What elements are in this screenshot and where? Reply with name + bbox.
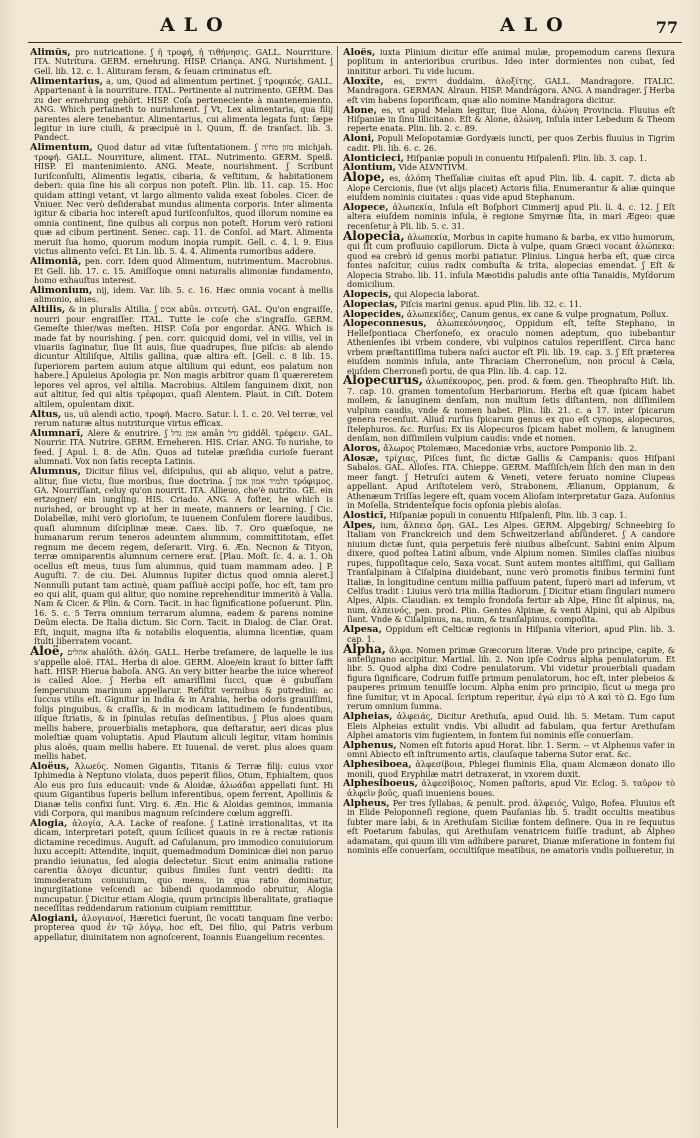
entry-headword: Aloxĭte, bbox=[343, 75, 384, 87]
dictionary-entry bbox=[30, 305, 333, 409]
entry-headword: Alphesiboea, bbox=[343, 759, 412, 771]
entry-headword: Alosæ, bbox=[343, 452, 379, 464]
entry-definition: Hiſpaniæ populi in conuentu Hiſpalenſi. Plin. lib. 3. cap. 1. bbox=[406, 152, 647, 163]
entry-definition: ἀλογία, A.A. Lacke of reaſone. ʃ Latinè irrationalitas, vt ita dicam, interpretari poteſt, quum ſcilicet quauis in re à rectæ rationis dictamine recedimus. Auguſt. ad Caſulanum, pro immodico conuiuiorum luxu accepit: Attendite, inquit, quemadmodum Dominicæ diei non paruo prandio ieiunatus, ſed alogia delectetur. Sicut enim animalia ratione carentia ἄλογα dicuntur, quibus ſimiles ſunt ventri dediti: ita immoderatum conuiuium, quo mens, in qua ratio dominatur, ingurgitatione veſcendi ac bibendi quodammodo obruitur, Alogia nuncupatur. ʃ Dicitur etiam Alogia, quum principis liberalitate, gratiaque neceſſitas reddendarum rationum cuipiam remittitur. bbox=[34, 818, 333, 914]
entry-definition: ἀλογιανοί, Hæretici fuerunt, ſic vocati tanquam ſine verbo: propterea quod ἐν τῷ λόγῳ, hoc eſt, Dei filio, qui Patris verbum appellatur, diuinitatem non agnoſcerent, Ioannis Euangelium recentes. bbox=[34, 912, 333, 942]
entry-definition: es, דודאים duddaim. ἀλοξίτης. GALL. Mandragore. ITALIC. Mandragora. GERMAN. Alraun. HISP. Mandrágora. ANG. A mandrager. ʃ Herba eſt vim habens ſoporificam, quæ alio nomine Mandragora dicitur. bbox=[347, 75, 675, 105]
entry-headword: Alphesiboeus, bbox=[343, 778, 418, 790]
running-head-right: ALO bbox=[500, 14, 572, 36]
entry-headword: Alogiani, bbox=[30, 912, 79, 924]
entry-definition: Vide ALVNTIVM. bbox=[398, 162, 468, 173]
running-head-left: ALO bbox=[160, 14, 232, 36]
entry-headword: Alimoniă, bbox=[30, 256, 82, 268]
entry-headword: Aloni, bbox=[343, 133, 375, 145]
entry-headword: Alimentarius, bbox=[30, 75, 104, 87]
dictionary-entry bbox=[343, 373, 675, 444]
dictionary-entry bbox=[343, 454, 675, 511]
entry-definition: ἀλωπεκίδες, Canum genus, ex cane & vulpe prognatum, Pollux. bbox=[406, 308, 669, 319]
entry-definition: us, uũ alendi actio, τροφή. Macro. Satur. l. 1. c. 20. Vel terræ, vel rerum naturæ altus nutriturque virtus efficax. bbox=[34, 408, 333, 429]
entry-definition: nij, idem. Var. lib. 5. c. 16. Hæc omnia vocant à mellis alimonio, alues. bbox=[34, 284, 333, 305]
entry-headword: Alimŭs, bbox=[30, 48, 71, 58]
entry-definition: ἀλωπέκουρος, pen. prod. & fœm. gen. Theophraſto Hiſt. lib. 7. cap. 10. gramen tomentoſum Herbariorum. Herba eſt quæ ſpicam habet mollem, & lanuginem denſam, non multum ſetis diſtantem, non diſſimilem vulpium caudis, vnde & nomen habet. Plin. lib. 21. c. a 17. inter ſpicarum genera recenſuit. Aliud rurſus ſpicarum genus ex quo eſt cynops, alopecuros, ſtelephuros. &c. Rurſus: Ex iis Alopecuros ſpicam habet mollem, & lanuginem denſam, non diſſimilem vulpium caudis: vnde et nomen. bbox=[347, 376, 675, 444]
entry-headword: Alpesa, bbox=[343, 624, 382, 636]
entry-headword: Alopecia, bbox=[343, 228, 405, 243]
entry-definition: ἀλωπεκία, Morbus in capite humano & barba, ex vitio humorum, qui ſit cum profluuio capillorum. Dicta à vulpe, quam Græci vocant ἀλώπεκα: quod ea crebrò id genus morbi patiatur. Plinius. Lingua herba eſt, quæ circa fontes naſcitur, cuius radix combuſta & trita, alopecias emendat. ʃ Eſt & Alopecia Strabo. lib. 11. inſula Mæotidis paludis ante oſtia Tanaidis, Myſdorum domicilium. bbox=[347, 231, 675, 289]
dictionary-entry bbox=[343, 641, 675, 712]
dictionary-entry bbox=[343, 134, 675, 153]
entry-headword: Aloë, bbox=[30, 644, 64, 659]
page-header bbox=[30, 14, 680, 40]
entry-definition: אהלים ahalōth. ἀλόη. GALL. Herbe treſamere, de laquelle le ius s'appelle aloë. ITAL. Herba di aloe. GERM. Aloe/ein kraut ſo bitter ſafft hatt. HISP. Hierua baboſa. ANG. An very bitter hearbe the iuice whereof is called Aloe. ʃ Herba eſt amariſſimi ſucci, quæ è gubuſſam ſemperuiuum marinum appellarur. Refiſtit vermibus & putredini: ac ſuccus vtilis eſt. Gignitur in India & in Arabia, herba odoris grauiſſimi, folijs pinguibus, & craſſis, & in modicam latitudinem ſe fundentibus, iiſque ſtriatis, & in ſpinulas retuſas deſinentibus. ʃ Plus aloes quam mellis habere, prouerbialis metaphora, qua deſtaratur, aeri dicas plus moleſtiæ quam voluptatis. Apud Plautum aliculi legitur, vitam hominis plus aloës, quam mellis habere. Et Iuuenal. de veret. plus aloes quam mellis habet. bbox=[34, 647, 333, 762]
dictionary-entry bbox=[343, 625, 675, 644]
dictionary-entry bbox=[30, 762, 333, 819]
entry-definition: qui Alopecia laborat. bbox=[394, 288, 480, 299]
page-number: 77 bbox=[655, 18, 678, 37]
entry-headword: Alopecides, bbox=[343, 308, 405, 320]
entry-headword: Alopeconnesus, bbox=[343, 318, 427, 330]
entry-headword: Altus, bbox=[30, 408, 62, 420]
entry-headword: Alpheias, bbox=[343, 711, 393, 723]
entry-definition: iuxta Plinium dicitur eſſe animal mulæ, propemodum carens ſlexura poplitum in anterioribus cruribus. Ideo inter dormientes non cubat, ſed innititur arbori. Tu vide lucum. bbox=[347, 48, 675, 76]
dictionary-entry bbox=[343, 106, 675, 134]
entry-headword: Aloës, bbox=[343, 48, 376, 58]
entry-headword: Alopecis, bbox=[343, 288, 392, 300]
dictionary-entry bbox=[30, 143, 333, 256]
dictionary-entry bbox=[343, 319, 675, 376]
entry-headword: Altilis, bbox=[30, 304, 66, 316]
entry-definition: ἀλφεσίβοιος, Nomen paſtoris, apud Vir. Eclog. 5. ταῦρον τὸ ἀλφεῖν βοῦς, quaſi inueniens boues. bbox=[347, 778, 675, 798]
column-divider bbox=[337, 46, 338, 1128]
entry-headword: Alonticieci, bbox=[343, 152, 404, 164]
dictionary-entry bbox=[343, 712, 675, 740]
entry-headword: Alopecurus, bbox=[343, 373, 423, 388]
entry-definition: ἀλωπεκία, Inſula eſt Boſphori Cimmerij apud Pli. li. 4. c. 12. ʃ Eſt altera eiuſdem nominis inſula, è regione Smyrnæ ſita, in mari Ægeo: quæ recenſetur à Pli. lib. 5. c. 31. bbox=[347, 201, 675, 231]
entry-definition: pen. corr. Idem quod Alimentum, nutrimentum. Macrobius. Et Gell. lib. 17. c. 15. Amiſſoque omni naturalis alimoniæ fundamento, homo exhauſtus interest. bbox=[34, 256, 333, 286]
dictionary-entry bbox=[343, 77, 675, 105]
dictionary-entry bbox=[343, 170, 675, 203]
entry-definition: ium, ἄλπεια ὄρη. GAL. Les Alpes. GERM. Alpgebirg/ Schneebirg ſo Italiam von Franckreich und dem Schweitzerland abſünderet. ʃ A candore niuium dictæ ſunt, quia perpetuis ferè niuibus albeſcunt. Sabini enim Alpum dixere, quod poſtea Latini album, vnde Alpium nomen. Similes claſſas niuibus rupes, ſuppoſitaque celo, Saxa vocat. Sunt autem montes altiſſimi, qui Galliam Tranſalpinam à Ciſalpina diuidebant, nunc verò promotis finibus termini ſunt Italiæ, In longitudine centum millia paſſuum patent, ſuperò mari ad inferum, vt Celſus tradit : Liuius verò tria millia ſtadiorum. ʃ Dicitur etiam ſingulari numero Alpes, Alpis. Claudian. ex templo frondoſa fertur ab Alpe, Hinc ſit alpinus, na, num, ἀλπεινός, pen. prod. Plin. Gentes Alpinæ, & venti Alpini, qui ab Alpibus ſiant. Vnde & Ciſalpinus, na, num, & tranſalpinus, compoſita. bbox=[347, 519, 675, 625]
entry-headword: Aloros, bbox=[343, 443, 381, 455]
entry-headword: Alogia, bbox=[30, 818, 68, 829]
entry-definition: Populi Meſopotamiæ Gordyæis iuncti, per quos Zerbis fluuius in Tigrim cadit. Pli. lib. 6. c. 26. bbox=[347, 133, 675, 153]
entry-headword: Alpes, bbox=[343, 519, 376, 531]
dictionary-entry bbox=[30, 410, 333, 429]
entry-headword: Alopecias, bbox=[343, 298, 398, 310]
header-rule bbox=[28, 42, 682, 43]
dictionary-entry bbox=[30, 914, 333, 942]
entry-definition: Nomen eſt futoris apud Horat. libr. 1. Serm. -- vt Alphenus vafer in omni Abiecto eſt inſtrumento artis, clauſaque taberna Sutor erat. &c. bbox=[347, 739, 675, 760]
dictionary-entry bbox=[343, 48, 675, 76]
dictionary-entry bbox=[343, 799, 675, 856]
dictionary-entry bbox=[30, 819, 333, 914]
dictionary-entry bbox=[343, 779, 675, 798]
dictionary-entry bbox=[30, 48, 333, 76]
dictionary-entry bbox=[30, 429, 333, 467]
entry-definition: Quod datur ad vitæ ſuſtentationem. ʃ מזון מחיה michjah. τροφή. GALL. Nourriture, aliment. ITAL. Nutrimento. GERM. Speiß. HISP. El mantenimiento. ANG. Meate, nourishment. ʃ Scribunt Iuriſconſulti, Alimentis legatis, cibaria, & veſtitum, & habitationem deberi: quia ſine his ali corpus non poteſt. Plin. lib. 11. cap. 15. Hoc quidam attingi vetant, vt largo alimento valida exeat ſoboles. Cicer. de Vniuer. Nec verò deſiderabat mundus alimenta corporis. Inter alimenta igitur & cibaria hoc intereſt apud Iuriſconſultos, quod illorum nomine ea omnia continent, ſine quibus ali corpus non poteſt. Horum verò rationi quæ ad cibum pertinent. Senec. cap. 11. de Conſol. ad Mart. Alimenta meruit ſua homo, quorum modum inopia rumpit. Gell. c. 4. l. 9. Eius victus alimento veſci. Et Lin. lib. 5. 4. 4. Alimenta rumoribus addere. bbox=[34, 142, 333, 257]
entry-headword: Alimentum, bbox=[30, 142, 93, 154]
dictionary-entry bbox=[343, 521, 675, 625]
dictionary-entry bbox=[343, 163, 675, 172]
entry-definition: es, vt apud Melam legitur, ſiue Alona, ἀλώνη Provincia. Fluuius eſt Hiſpaniæ in ſinu Illicitano. Eſt & Alone, ἀλώνη, Inſula inter Lebedum & Theom reperte enata. Plin. lib. 2. c. 89. bbox=[347, 104, 675, 134]
dictionary-entry bbox=[343, 203, 675, 231]
entry-headword: Alope, bbox=[343, 170, 386, 185]
entry-definition: ἀλωπεκόννησος, Oppidum eſt, teſte Stephano, in Helleſpontiaca Cherſoneſo, ex oraculo nomen adeptum, quo iubebantur Athenienſes ibi vrbem condere, vbi vulpinos catulos reperiſſent. Circa hanc vrbem præſtantiſſima tubera naſci auctor eſt Pli. lib. 19. cap. 3. ʃ Eſt præterea eiuſdem nominis inſula, ante Thraciam Cherroneſum, non procul à Cæla, eiuſdem Cherroneſi portu, de qua Plin. lib. 4. cap. 12. bbox=[347, 318, 675, 376]
entry-headword: Alone, bbox=[343, 104, 377, 116]
entry-headword: Alumnus, bbox=[30, 466, 81, 478]
entry-headword: Alphenus, bbox=[343, 739, 397, 751]
entry-definition: Dicitur filius vel, diſcipulus, qui ab aliquo, velut a patre, alitur, ſiue victu, ſiue moribus, ſiue doctrina. ʃ תלמיד אמון אמן τρόφιμος. GA. Nourriſſant, celuy qu'on nourrit. ITA. Allieuo, che'è nutrito. GE. ein ertzogner/ ein iungling. HIS. Criado. ANG. A foſter, he which is nurished, or brought vp at her in meate, manners or learning. ʃ Cic. Dolabellæ, mihi verò glorioſum, te iuuenem Conſulem florere laudibus, quaſi alumnum diſciplinæ meæ. Caes. lib. 7. Oro quæſoque, ne humanarum rerum teneros adeuntem alumnum, committitotam, eſſet regnum me decem regem, deſerarit. Virg. 6. Æn. Necnon & Tityon, terræ omniparentis alumnum cernere erat. [Plau. Moſt. ſc. 4. a. 1. Oh ocellus eſt meus, tuus ſum alumnus, quid tuam mammam adeo. ] P. Auguſti. 7. de ciu. Dei. Alumnus Iupiter dictus quod omnia aleret.] Nonnulli putant tam actiuè, quam paſſiuè accipi poſſe, hoc eſt, tam pro eo qui alit, quam qui alitur, quo nomine reprehenditur immeritò à Valla. Nam & Cicer. & Plin. & Corn. Tacit. in hac ſignificatione poſuerunt. Plin. 16. 5. c. 5 Terra omnium terrarum alumna, eadem & parens nomine Deûm electa. De Italia dictum. Sic Corn. Tacit. in Dialog. de Clar. Orat. Eſt, inquit, magna iſta & notabilis eloquentia, alumna licentiæ, quam ſtulti liberratem vocant. bbox=[34, 466, 333, 647]
dictionary-entry bbox=[30, 286, 333, 305]
entry-definition: ἄλφα. Nomen primæ Græcorum literæ. Vnde pro principe, capite, & anteſignano accipitur. Martial. lib. 2. Non ipſe Codrus alpha penulatorum. Et libr. 5. Quod alpha dixi Codre penulatorum. Vbi videtur prouerbiali quadam figura ſignificare, Codrum fuiſſe primum penulatorum, hoc eſt, inter plebeios & pauperes primum tenuiſſe locum. Alpha enim pro principio, ſicut ω mega pro fine ſumitur, vt in Apocal. ſcriptum reperitur, ἐγώ εἰμι τὸ Α καὶ τὸ Ω. Ego ſum rerum omnium ſumma. bbox=[347, 644, 675, 712]
left-column bbox=[30, 48, 333, 1128]
entry-headword: Alimonium, bbox=[30, 284, 93, 296]
entry-definition: Hiſpaniæ populi in conuentu Hiſpalenſi, Plin. lib. 3 cap. 1. bbox=[389, 510, 628, 520]
entry-definition: Piſcis marini genus. apud Plin. lib. 32. c. 11. bbox=[400, 298, 582, 309]
entry-definition: a, um, Quod ad alimentum pertinet. ʃ τροφικός. GALL. Appartenant à la nourriture. ITAL. Pertinente al nutrimento. GERM. Das zu der ernehrung gehört. HISP. Coſa perteneciente à mantenemiento. ANG. Which pertaineth to nurishment. ʃ Vt, Lex alimentaria, qua filij parentes alere tenebantur. Alimentarius, cui alimenta legata ſunt: ſæpe legitur in iure ciuili, & præcipuè in l. Quum, ff. de tranſact. lib. 3. Pandect. bbox=[34, 75, 333, 143]
dictionary-entry bbox=[343, 741, 675, 760]
entry-headword: Alontium, bbox=[343, 162, 397, 174]
entry-definition: es, ἀλόπη Theſſaliæ ciuitas eſt apud Plin. lib. 4. capit. 7. dicta ab Alope Cercionis, ſiue (vt alijs placet) Actoris filia. Enumerantur & aliæ quinque eiuſdem nominis ciuitates : quas vide apud Stephanum. bbox=[347, 173, 675, 203]
entry-headword: Aloëus, bbox=[30, 760, 70, 772]
entry-headword: Alpheus, bbox=[343, 797, 390, 809]
dictionary-entry bbox=[343, 228, 675, 290]
entry-definition: Ἀλωεύς. Nomen Gigantis, Titanis & Terræ filij: cuius vxor Iphimedia à Neptuno violata, duos peperit filios, Otum, Ephialtem, quos Alo eus pro ſuis educauit: vnde & Aloidæ, ἀλωάδαι appellati ſunt. Hi quum Gigantibus ſuperis bellum inferentibus, opem ferrent, Apollinis & Dianæ telis confixi ſunt. Virg. 6. Æn. Hic & Aloidas geminos, immania vidi Corpora, qui manibus magnum reſcindere cœlum aggreſſi. bbox=[34, 760, 333, 819]
dictionary-entry bbox=[30, 644, 333, 762]
right-column bbox=[343, 48, 675, 1128]
entry-definition: Alere & enutrire. ʃ אמן גדל amān גדל gidděl. τρέφειν. GAL. Nourrir. ITA. Nutrire. GERM. Erneheren. HIS. Criar. ANG. To nurishe, to feed. ʃ Apul. l. 8. de Aſin. Quos ad tutelæ præſidia curioſe fuerant alumnati. Vox non ſatis recepta Latinis. bbox=[34, 427, 333, 467]
dictionary-entry bbox=[343, 760, 675, 779]
entry-definition: Oppidum eſt Celticæ regionis in Hiſpania vlteriori, apud Plin. lib. 3. cap. 1. bbox=[347, 624, 675, 644]
entry-headword: Alpha, bbox=[343, 641, 386, 656]
entry-headword: Alosticĭ, bbox=[343, 510, 387, 521]
entry-definition: & in pluralis Altilia. ʃ אבוס abūs. σιτευτή. GAL. Qu'on engraiſſe, nourri pour engraiſſer. ITAL. Tutte le coſe che s'ingraſſo. GERM. Gemeſte thier/was meſten. HISP. Coſa por engordar. ANG. Which is made fat by nourishing. ʃ pen. corr. quicquid domi, vel in villis, vel in viuariis ſaginatur, ſiue ſit auis, ſiue quadrupes, ſiue piſcis: ab alendo dicuntur Altiliſque, Altilis gallina, quæ altira eſt. [Gell. c. 8 lib. 15. ſuperiorem partem auium atque altilium qui edunt, eos palatum non habere.] Apuleius Apologia pr. Non magis arbitror quam ſi quæreretem lepores vel apros, vel altilia. Macrobius. Altilem ſanguinem dixit, non aut altitur, ſed qui altis τρέφομαι, quaſi Alentem. Plaut. in Ciſt. Dotem altilem, opulentam dixit. bbox=[34, 304, 333, 409]
dictionary-entry bbox=[30, 257, 333, 285]
dictionary-entry bbox=[30, 77, 333, 143]
entry-headword: Alopece, bbox=[343, 201, 389, 213]
dictionary-entry bbox=[30, 467, 333, 647]
entry-definition: Per tres ſyllabas, & penult. prod. ἀλφειός, Vulgo, Rofea. Fluuius eſt in Elide Peloponneſi regione, quem Pauſanias lib. 5. tradit occultis meatibus ſubter mare labi, & in Arethuſam Siciliæ fontem deſinere. Qua in re ſequutus eſt Poetarum fabulas, qui Arethuſam venatricem fuiſſe tradunt, ab Alpheo adamatam, qui quum illi vim adhibere pararet, Dianæ miſeratione in fontem ſui nominis eſſe conuerſam, occultiſque meatibus, ne amatoris vndis pollueretur, in bbox=[347, 797, 675, 855]
entry-definition: τρίχιας, Piſces ſunt, ſic dictæ Gallis & Campanis: quos Hiſpani Sabalos. GAL. Alloſes. ITA. Chieppe. GERM. Maſſiſch/ein ſiſch den man in den meer fangt. ʃ Hetruſci autem & Veneti, vetere feruato nomine Clupeas appellant. Apud Ariſtotelem verò, Strabonem, Ælianum, Oppianum, & Athenæum Triſſas legere eſt, quam vocem Alioſam interpretatur Gaza. Auſonius in Moſella, Stridenteſque focis opſonia plebis aloſas. bbox=[347, 452, 675, 511]
entry-definition: ἀλφειάς, Dicitur Arethuſa, apud Ouid. lib. 5. Metam. Tum caput Eleis Alpheias extulit vndis. Vbi alludit ad fabulam, qua fertur Arethuſam Alphei amatoris vim fugientem, in fontem ſui nominis eſſe conuerſam. bbox=[347, 711, 675, 740]
entry-definition: pro nutricatione. ʃ ἡ τροφή, ἡ τιθήνησις. GALL. Nourriture. ITA. Nutritura. GERM. ernehrung. HISP. Criança. ANG. Nurishment. ʃ Gell. lib. 12. c. 1. Alituram feram, & ſeuam criminatus eſt. bbox=[34, 48, 333, 76]
entry-headword: Alumnarĭ, bbox=[30, 427, 84, 439]
entry-definition: ἄλωρος Ptolemæo, Macedoniæ vrbs, auctore Pomponio lib. 2. bbox=[383, 443, 637, 454]
entry-definition: ἀλφεσίβοια, Phlegei fluminis Elia, quam Alcmæon donato illo monili, quod Eryphilæ matri detraxerat, in vxorem duxit. bbox=[347, 759, 675, 779]
